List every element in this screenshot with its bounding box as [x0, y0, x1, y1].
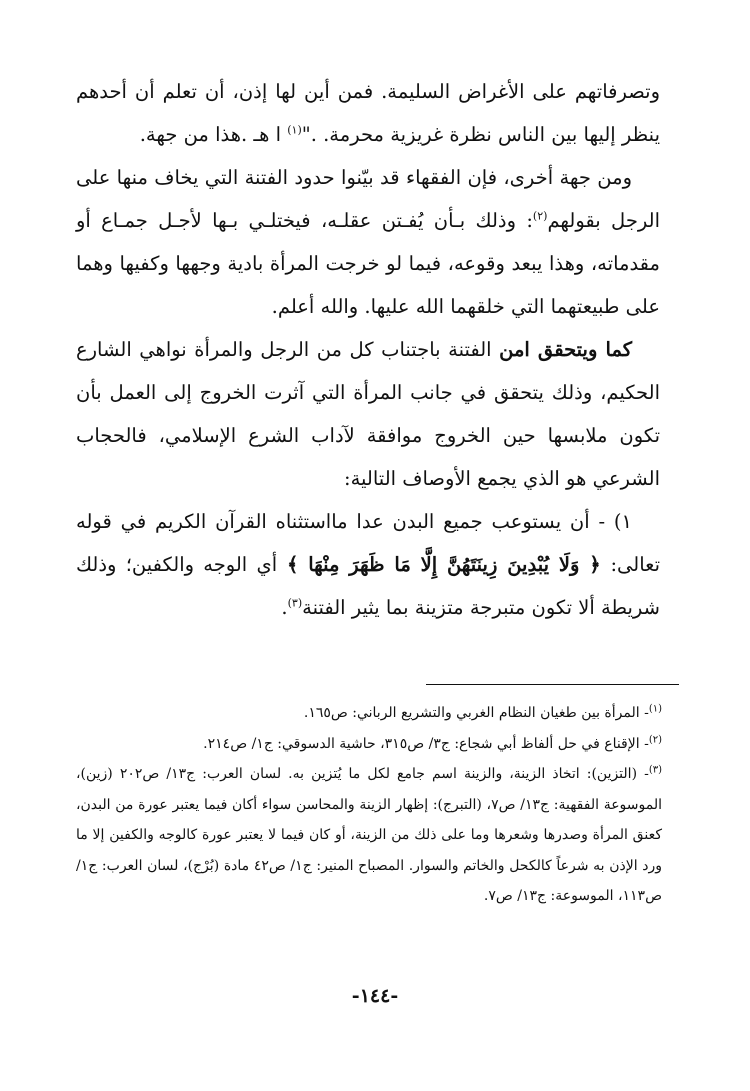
- paragraph-4-text-a: ١) - أن يستوعب جميع البدن عدا مااستثناه القرآن الكريم في قوله تعالى:: [76, 510, 661, 576]
- paragraph-2-text-a: ومن جهة أخرى، فإن الفقهاء قد بيّنوا حدود الفتنة التي يخاف منها على الرجل بقولهم: [76, 166, 660, 232]
- paragraph-4: [76, 500, 660, 629]
- footnote-2-number: (٢): [648, 733, 662, 745]
- footnote-3: [76, 759, 662, 912]
- footnote-ref-2[interactable]: (٢): [532, 209, 548, 223]
- footnotes: [76, 698, 662, 912]
- paragraph-1: [76, 70, 660, 156]
- footnote-2-text: - الإقناع في حل ألفاظ أبي شجاع: ج٣/ ص٣١٥، حاشية الدسوقي: ج١/ ص٢١٤.: [203, 735, 649, 752]
- footnote-1-text: - المرأة بين طغيان النظام الغربي والتشريع الرباني: ص١٦٥.: [303, 705, 649, 721]
- paragraph-1-end: ا هـ .هذا من جهة.: [139, 123, 288, 146]
- footnote-divider: [426, 684, 679, 685]
- paragraph-1-text: وتصرفاتهم على الأغراض السليمة. فمن أين لها إذن، أن تعلم أن أحدهم ينظر إليها بين الناس نظرة غريزية محرمة. .": [76, 80, 660, 146]
- page-number: -١٤٤-: [351, 985, 399, 1007]
- quran-verse: ﴿ وَلَا يُبْدِينَ زِينَتَهُنَّ إِلَّا مَا ظَهَرَ مِنْهَا ﴾: [277, 553, 611, 576]
- paragraph-2-text-b: : وذلك بـأن يُفـتن عقلـه، فيختلـي بـها لأجـل جمـاع أو مقدماته، وهذا يبعد وقوعه، فيما لو خرجت المرأة بادية وجهها وكفيها وهما على طبيعتهما التي خلقهما الله عليها. والله أعلم.: [76, 209, 660, 318]
- footnote-2: [76, 729, 662, 760]
- paragraph-4-end: .: [281, 596, 288, 619]
- footnote-ref-1[interactable]: (١): [287, 123, 302, 137]
- footnote-1-number: (١): [648, 703, 662, 715]
- paragraph-3-lead: كما ويتحقق امن: [499, 338, 632, 361]
- paragraph-2: [76, 156, 660, 328]
- main-text: [76, 70, 660, 629]
- footnote-3-text: - (التزين): اتخاذ الزينة، والزينة اسم جامع لكل ما يُتزين به. لسان العرب: ج١٣/ ص٢٠٢ (زين)، الموسوعة الفقهية: ج١٣/ ص٧، (التبرج): إظهار الزينة والمحاسن سواء أكان فيما يعتبر عورة من البدن، كعنق المرأة وصدرها وشعرها وما على ذلك من الزينة، أو كان فيما لا يعتبر عورة كالوجه والكفين إلا ما ورد الإذن به شرعاً كالكحل والخاتم والسوار. المصباح المنير: ج١/ ص٤٢ مادة (بُرْج)، لسان العرب: ج١/ ص١١٣، الموسوعة: ج١٣/ ص٧.: [76, 766, 662, 904]
- paragraph-3: [76, 328, 660, 500]
- footnote-1: [76, 698, 662, 729]
- footnote-3-number: (٣): [648, 764, 663, 776]
- footnote-ref-3[interactable]: (٣): [287, 596, 303, 610]
- paragraph-3-text: الفتنة باجتناب كل من الرجل والمرأة نواهي الشارع الحكيم، وذلك يتحقق في جانب المرأة التي آثرت الخروج إلى العمل بأن تكون ملابسها حين الخروج موافقة لآداب الشرع الإسلامي، فالحجاب الشرعي هو الذي يجمع الأوصاف التالية:: [76, 338, 660, 490]
- paragraph-4-text-b: أي الوجه والكفين؛ وذلك شريطة ألا تكون متبرجة متزينة بما يثير الفتنة: [76, 553, 660, 619]
